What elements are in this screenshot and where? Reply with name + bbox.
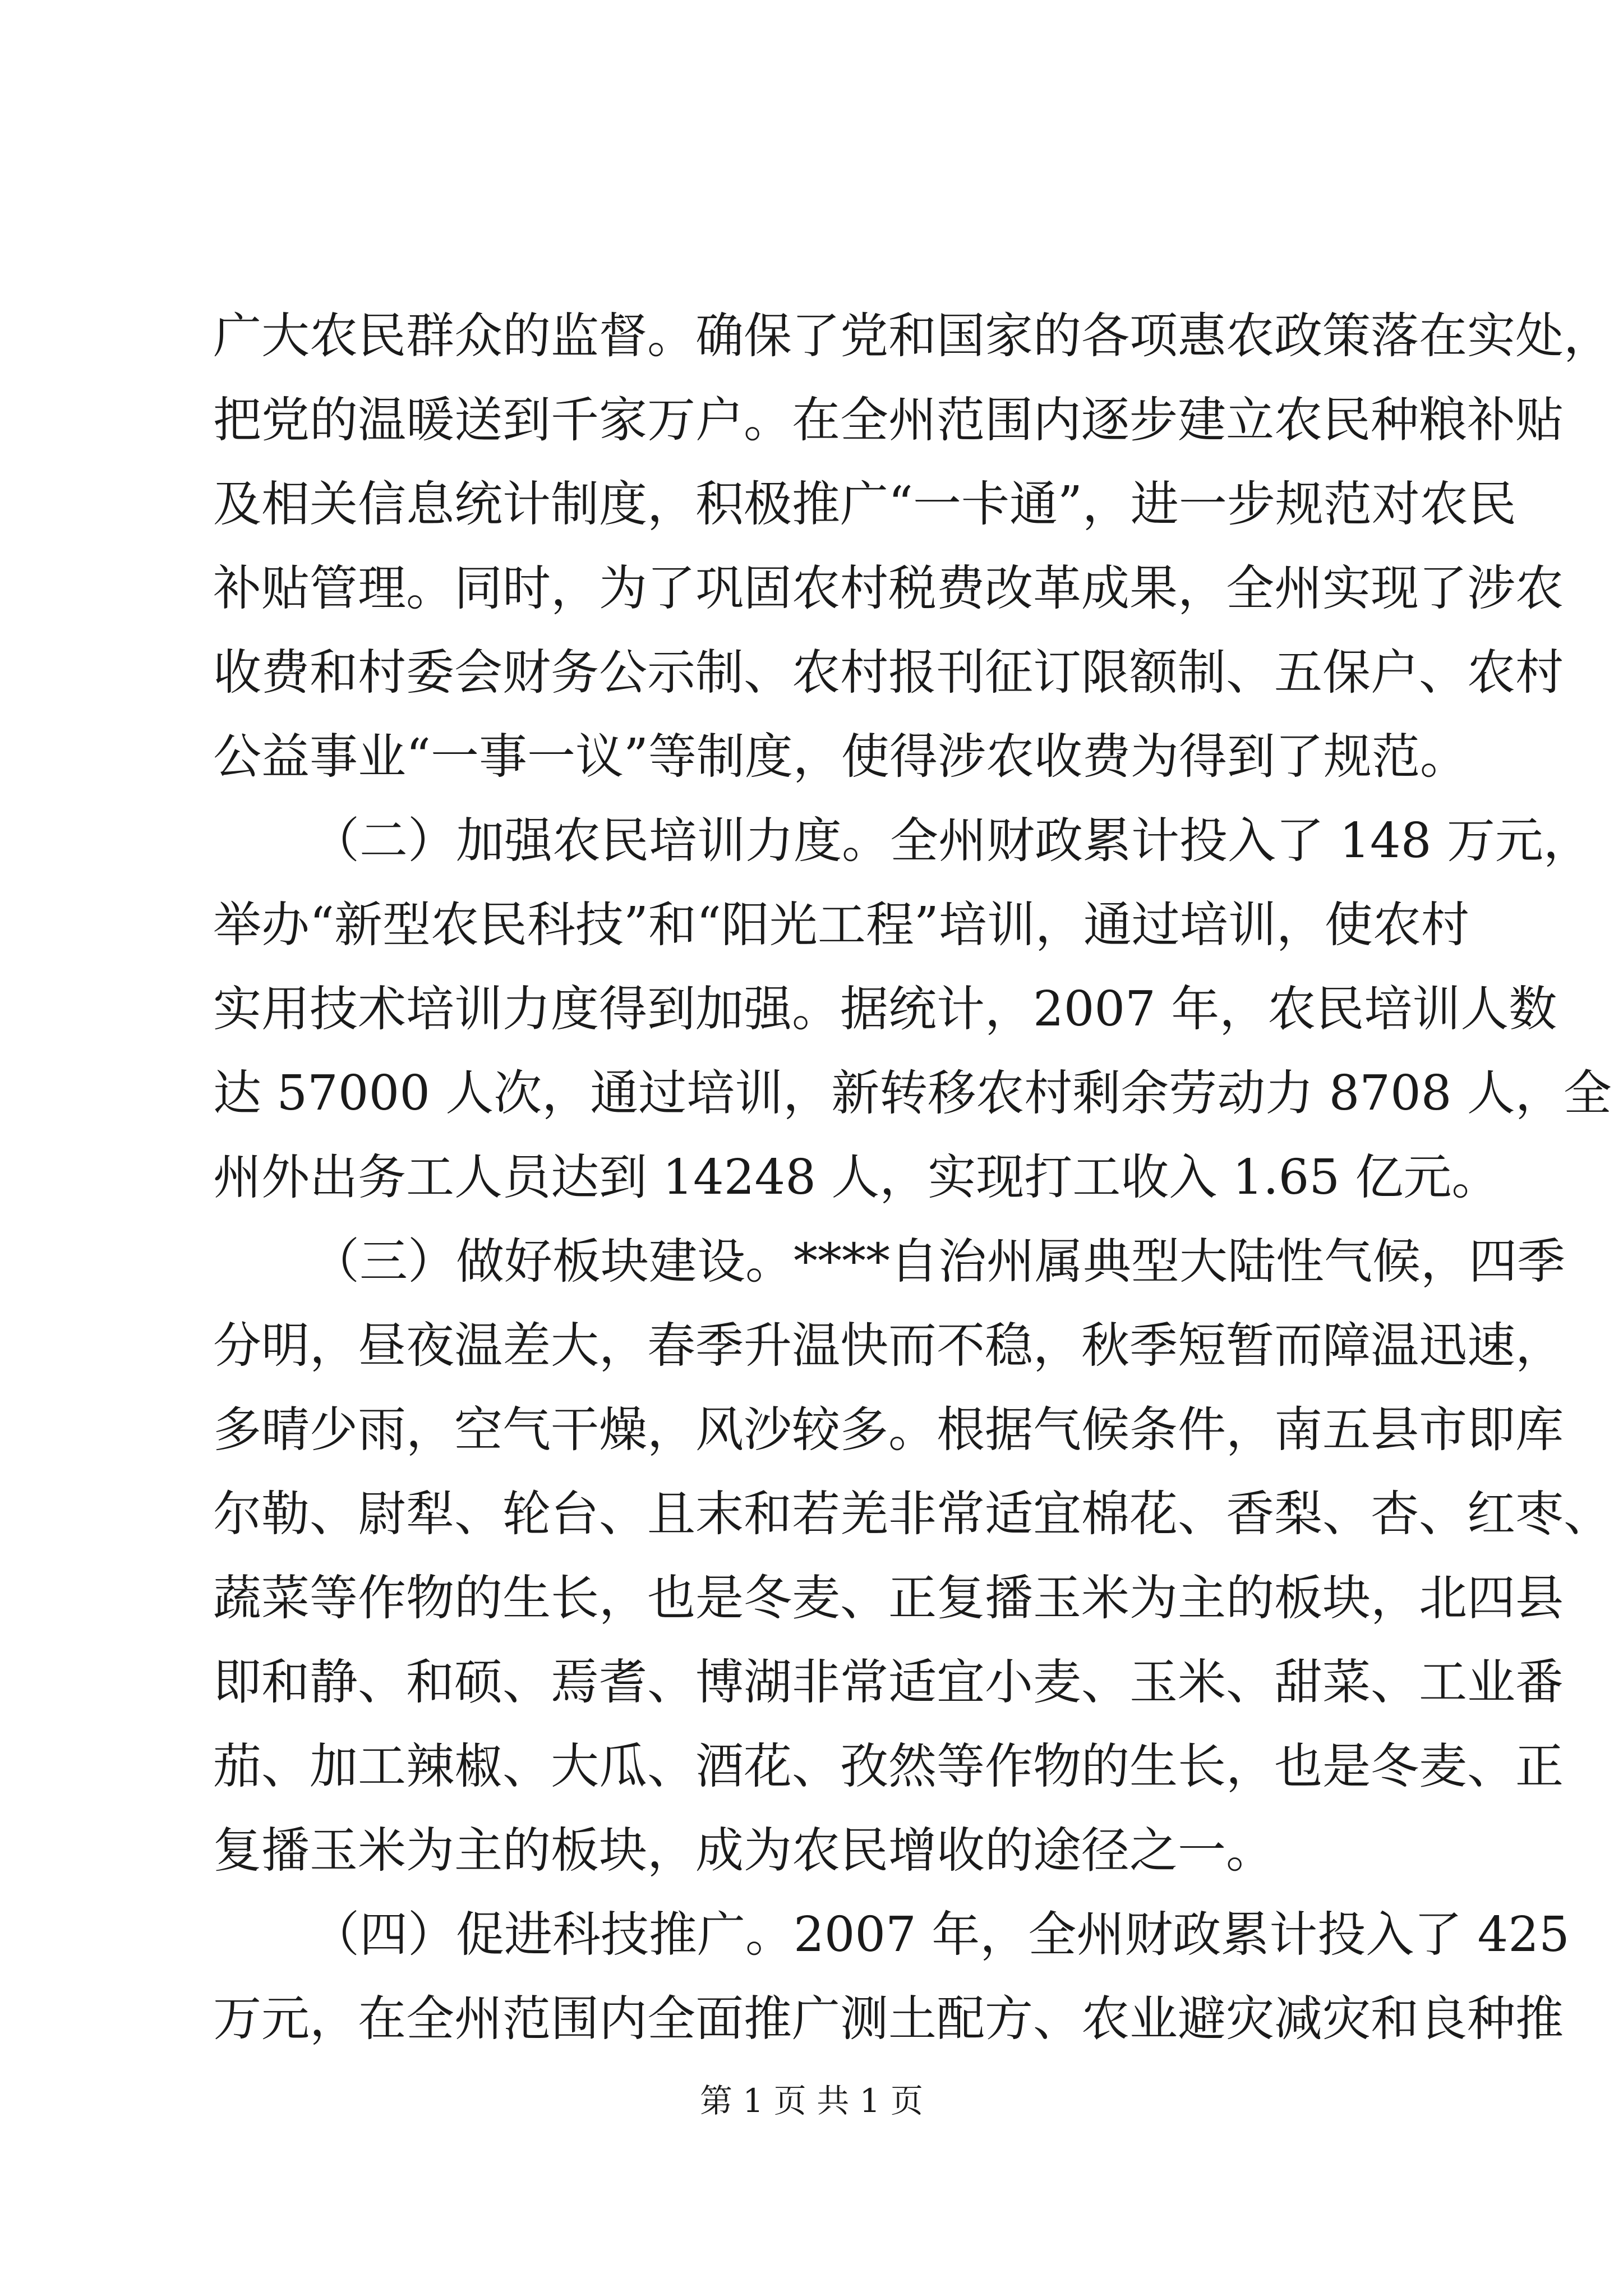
body-text-line: 蔬菜等作物的生长，也是冬麦、正复播玉米为主的板块，北四县 xyxy=(213,1570,1564,1626)
body-text-line: 把党的温暖送到千家万户。在全州范围内逐步建立农民种粮补贴 xyxy=(213,392,1564,448)
body-text-line: 举办“新型农民科技”和“阳光工程”培训，通过培训，使农村 xyxy=(213,897,1469,953)
paragraph-heading-3: （三）做好板块建设。****自治州属典型大陆性气候，四季 xyxy=(311,1234,1565,1290)
paragraph-heading-4: （四）促进科技推广。2007 年，全州财政累计投入了 425 xyxy=(311,1907,1570,1963)
body-text-line: 公益事业“一事一议”等制度，使得涉农收费为得到了规范。 xyxy=(213,729,1468,785)
body-text-line: 州外出务工人员达到 14248 人，实现打工收入 1.65 亿元。 xyxy=(213,1149,1500,1205)
body-text-line: 实用技术培训力度得到加强。据统计，2007 年，农民培训人数 xyxy=(213,981,1557,1037)
body-text-line: 补贴管理。同时，为了巩固农村税费改革成果，全州实现了涉农 xyxy=(213,560,1564,616)
body-text-line: 收费和村委会财务公示制、农村报刊征订限额制、五保户、农村 xyxy=(213,645,1564,701)
body-text-line: 多晴少雨，空气干燥，风沙较多。根据气候条件，南五县市即库 xyxy=(213,1402,1564,1458)
page-footer: 第 1 页 共 1 页 xyxy=(700,2082,923,2120)
body-text-line: 复播玉米为主的板块，成为农民增收的途径之一。 xyxy=(213,1823,1274,1879)
body-text-line: 达 57000 人次，通过培训，新转移农村剩余劳动力 8708 人，全 xyxy=(213,1065,1612,1121)
paragraph-heading-2: （二）加强农民培训力度。全州财政累计投入了 148 万元， xyxy=(311,813,1592,869)
body-text-line: 即和静、和硕、焉耆、博湖非常适宜小麦、玉米、甜菜、工业番 xyxy=(213,1654,1564,1710)
body-text-line: 广大农民群众的监督。确保了党和国家的各项惠农政策落在实处， xyxy=(213,308,1612,364)
body-text-line: 及相关信息统计制度，积极推广“一卡通”，进一步规范对农民 xyxy=(213,476,1516,532)
body-text-line: 万元，在全州范围内全面推广测土配方、农业避灾减灾和良种推 xyxy=(213,1991,1564,2047)
body-text-line: 尔勒、尉犁、轮台、且末和若羌非常适宜棉花、香梨、杏、红枣、 xyxy=(213,1486,1612,1542)
body-text-line: 茄、加工辣椒、大瓜、酒花、孜然等作物的生长，也是冬麦、正 xyxy=(213,1738,1564,1795)
body-text-line: 分明，昼夜温差大，春季升温快而不稳，秋季短暂而障温迅速， xyxy=(213,1318,1564,1374)
